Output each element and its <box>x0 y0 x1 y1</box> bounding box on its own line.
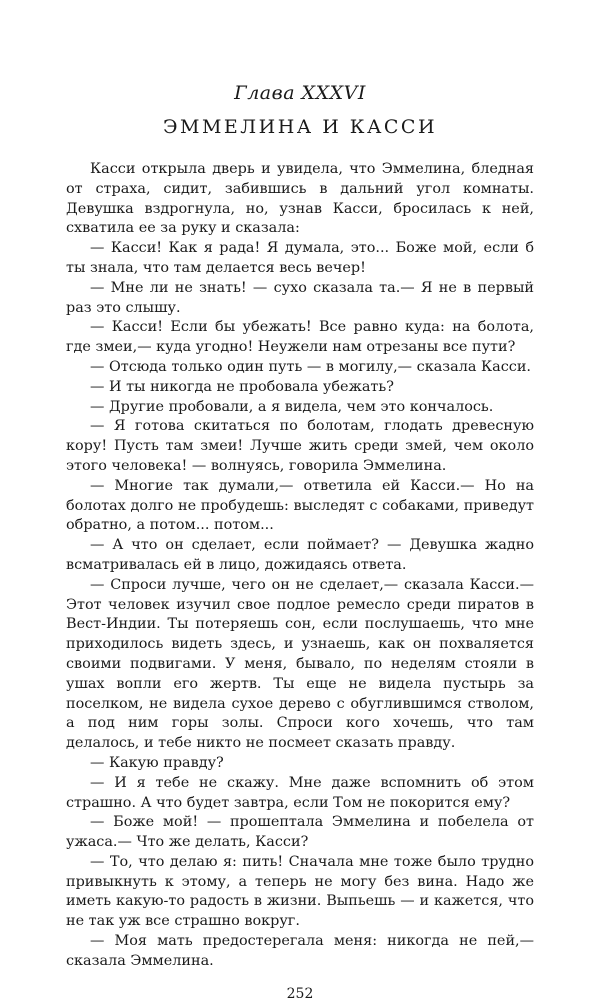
paragraph: — Многие так думали,— ответила ей Касси.— Но на болотах долго не пробудешь: выследят с собаками, приведут обратно, а потом... потом... <box>66 477 534 534</box>
paragraph: — Спроси лучше, чего он не сделает,— сказала Касси.— Этот человек изучил свое подлое ремесло среди пиратов в Вест-Индии. Ты потеряешь сон, если послушаешь, что мне приходилось видеть здесь, и узнаешь, как он похваляется своими подвигами. У меня, бывало, по неделям стояли в ушах вопли его жертв. Ты еще не видела пустырь за поселком, не видела сухое дерево с обуглившимся стволом, а под ним горы золы. Спроси кого хочешь, что там делалось, и тебе никто не посмеет сказать правду. <box>66 576 534 752</box>
page-number: 252 <box>286 985 314 1002</box>
paragraph: — Боже мой! — прошептала Эммелина и побелела от ужаса.— Что же делать, Касси? <box>66 814 534 851</box>
paragraph: — Отсюда только один путь — в могилу,— сказала Касси. <box>90 358 532 375</box>
paragraph: — То, что делаю я: пить! Сначала мне тоже было трудно привыкнуть к этому, а теперь не могу без вина. Надо же иметь какую-то радость в жизни. Выпьешь — и кажется, что не так уж все страшно вокруг. <box>66 853 534 930</box>
paragraph: Касси открыла дверь и увидела, что Эммелина, бледная от страха, сидит, забившись в дальний угол комнаты. Девушка вздрогнула, но, узнав Касси, бросилась к ней, схватила ее за руку и сказала: <box>66 161 534 237</box>
paragraph: — И ты никогда не пробовала убежать? <box>90 378 394 395</box>
paragraph: — Другие пробовали, а я видела, чем это кончалось. <box>90 398 494 415</box>
book-page <box>66 82 534 1002</box>
paragraph: — Я готова скитаться по болотам, глодать древесную кору! Пусть там змеи! Лучше жить среди змей, чем около этого человека! — волнуясь, говорила Эммелина. <box>66 418 534 474</box>
paragraph: — Касси! Как я рада! Я думала, это... Боже мой, если б ты знала, что там делается весь вечер! <box>66 240 534 276</box>
paragraph: — И я тебе не скажу. Мне даже вспомнить об этом страшно. А что будет завтра, если Том не покорится ему? <box>66 774 534 811</box>
paragraph: — Мне ли не знать! — сухо сказала та.— Я не в первый раз это слышу. <box>66 279 534 316</box>
chapter-title: ЭММЕЛИНА И КАССИ <box>162 116 438 138</box>
paragraph: — Касси! Если бы убежать! Все равно куда: на болота, где змеи,— куда угодно! Неужели нам отрезаны все пути? <box>66 319 534 356</box>
paragraph: — Какую правду? <box>90 754 224 771</box>
paragraph: — Моя мать предостерегала меня: никогда не пей,— сказала Эммелина. <box>66 933 534 969</box>
paragraph: — А что он сделает, если поймает? — Девушка жадно всматривалась ей в лицо, дожидаясь ответа. <box>66 537 534 573</box>
chapter-body <box>66 160 534 972</box>
chapter-number: Глава XXXVI <box>234 82 366 104</box>
